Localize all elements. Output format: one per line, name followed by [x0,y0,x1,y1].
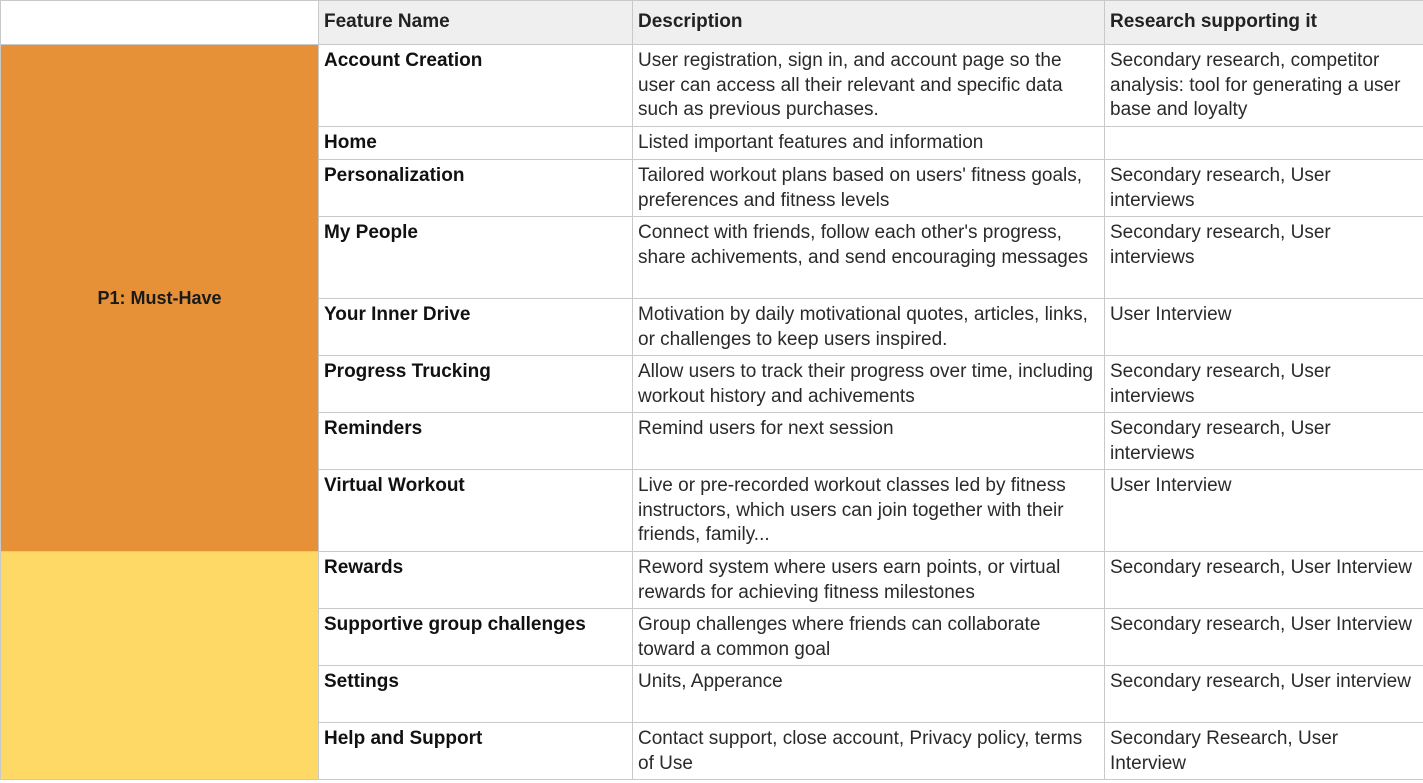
table-row [1,45,1423,127]
description-cell: Motivation by daily motivational quotes, articles, links, or challenges to keep users inspired. [633,299,1105,356]
header-feature-name: Feature Name [319,1,633,45]
description-cell: User registration, sign in, and account page so the user can access all their relevant and specific data such as previous purchases. [633,45,1105,127]
description-cell: Live or pre-recorded workout classes led by fitness instructors, which users can join together with their friends, family... [633,470,1105,552]
description-cell: Listed important features and information [633,127,1105,160]
description-cell: Contact support, close account, Privacy policy, terms of Use [633,723,1105,780]
feature-name-cell: Progress Trucking [319,356,633,413]
feature-name-cell: Help and Support [319,723,633,780]
description-cell: Allow users to track their progress over time, including workout history and achivements [633,356,1105,413]
research-cell: User Interview [1105,470,1423,552]
description-cell: Reword system where users earn points, or virtual rewards for achieving fitness milestones [633,552,1105,609]
header-corner-cell [1,1,319,45]
description-cell: Remind users for next session [633,413,1105,470]
header-research: Research supporting it [1105,1,1423,45]
research-cell: Secondary Research, User Interview [1105,723,1423,780]
feature-name-cell: My People [319,217,633,299]
research-cell: Secondary research, competitor analysis: tool for generating a user base and loyalty [1105,45,1423,127]
feature-name-cell: Virtual Workout [319,470,633,552]
research-cell: Secondary research, User interviews [1105,217,1423,299]
feature-name-cell: Personalization [319,160,633,217]
feature-name-cell: Settings [319,666,633,723]
feature-name-cell: Home [319,127,633,160]
priority-cell-p2 [1,552,319,780]
table-row [1,552,1423,609]
research-cell: Secondary research, User interviews [1105,160,1423,217]
research-cell [1105,127,1423,160]
feature-name-cell: Rewards [319,552,633,609]
feature-name-cell: Account Creation [319,45,633,127]
description-cell: Group challenges where friends can collaborate toward a common goal [633,609,1105,666]
research-cell: User Interview [1105,299,1423,356]
feature-name-cell: Supportive group challenges [319,609,633,666]
description-cell: Tailored workout plans based on users' fitness goals, preferences and fitness levels [633,160,1105,217]
header-description: Description [633,1,1105,45]
feature-name-cell: Reminders [319,413,633,470]
description-cell: Units, Apperance [633,666,1105,723]
priority-cell-p1: P1: Must-Have [1,45,319,552]
research-cell: Secondary research, User interview [1105,666,1423,723]
research-cell: Secondary research, User interviews [1105,356,1423,413]
research-cell: Secondary research, User Interview [1105,552,1423,609]
header-row [1,1,1423,45]
research-cell: Secondary research, User Interview [1105,609,1423,666]
feature-name-cell: Your Inner Drive [319,299,633,356]
research-cell: Secondary research, User interviews [1105,413,1423,470]
description-cell: Connect with friends, follow each other's progress, share achivements, and send encouraging messages [633,217,1105,299]
